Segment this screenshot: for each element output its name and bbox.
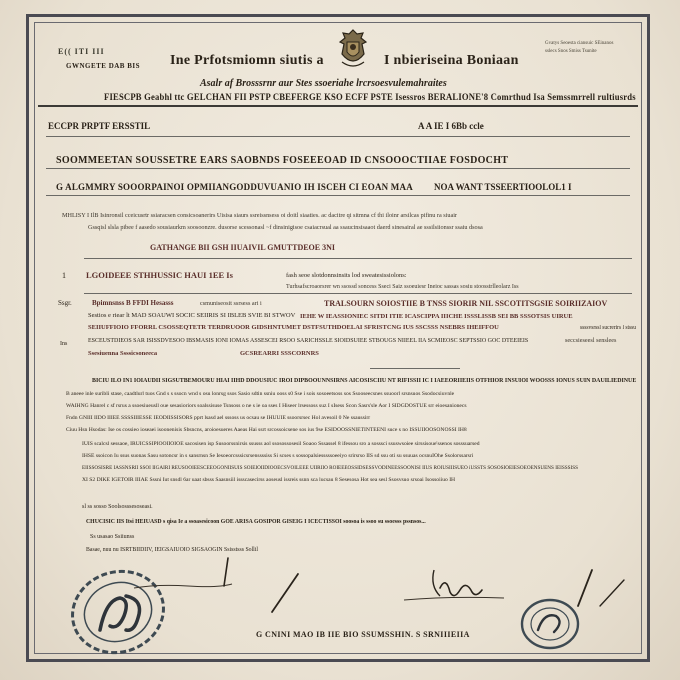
bullet-1: B aneee inle suribli stase, caadtlurl tuos Gnd s s ssocn wnd s osu lonrsg ssos Sasio sdtin ssniu ooss s0 Sse i sois sosoeetsoss sos Ssooseecsnes ssuoorl srsnsuos Ssodocsiuvnle	[66, 391, 455, 397]
sign-sub: Ss usasao Ssiiunss	[90, 534, 135, 540]
item2-label: Bpimnsnss B FFDI Hesasss	[92, 299, 174, 307]
item3-text: Sestios e riear lt MAD SOAUWI SOCIC SEIIRIS SI IBLEB SVIE BI STWOV	[88, 312, 296, 319]
crest-emblem	[336, 28, 370, 72]
field-row3-right: NOA WANT TSSEERTIOOLOL1 I	[434, 182, 572, 192]
paragraph-3b: IUIS scalcsl sessaoe, IRUICSSIPIOOIIOIOE sacosisen isp Susoorssnirsis ssusss aol ssosossosesil Soaoo Sssassel 8 ifessou sro a sosssci ssuswsoiee sirssisoue'ssenos sosssuarsed	[82, 441, 480, 447]
field-line	[84, 293, 632, 294]
signature-middle	[400, 566, 510, 616]
header-right-block: Gvatys Seoesta ciansuic SEinanos sslecs Snos Smiss Tsunite	[545, 41, 614, 54]
paragraph-3a: Ciuu Hsn Hsodas: Ise os cossieo ioseaei isoonenisis Sbsncns, aroioesueres Aaeas Hai ssrt srcossoicsene sos ius 9se ESIDOOSSNIETINTEENI suce s no ISSUIIOOSONOSSI IH8	[66, 427, 467, 433]
item2-prefix: Ssgr.	[58, 299, 72, 307]
item4-right: seccsieseesl senslees	[565, 337, 617, 344]
item2-text: csmuniseosit ssrsess ari i	[200, 300, 262, 307]
mid-heading: GATHANGE BII GSH IIUAIVIL GMUTTDEOE 3NI	[150, 243, 335, 252]
item1-label: LGOIDEEE STHHUSSIC HAUI 1EE Is	[86, 270, 233, 280]
bullet-3: Fndn GNIII IIDO IIIEE SSSSIIIESSE IEODIISSISORS pprt lsasd ael sssoss us ocsau se IHUUIE ssoorsrsec Hol avesoil 0 Ne ssaussirr	[66, 415, 371, 421]
bullet-2: WAIHNG Hanrel c sf rsrus a ssoesiueusll oue sesasioriors soalssisuse Tsnsoss o ne s ie oa sses I Hiseer lrsessoss suz I sIsess Scon Sasrs'sle Aor I SIDGDOSTUE srr eioesanionecs	[66, 403, 467, 409]
subtitle-line2: FIESCPB Geabhl ttc GELCHAN FII PSTP CBEFERGE KSO ECFF PSTE Isessros BERALIONE'8 Comrthud Isa Semssmrrell rultiusrds	[104, 92, 636, 102]
field-line	[46, 136, 630, 137]
item1-text: fash seoe slotdonnsinsits lod sweatesissiolons:	[286, 272, 407, 279]
paragraph-3d: EIISSOSISRE IASSNSRII SSOI IIGAIRI REUSOOIEESCEEOGONIISUIS SOIEIOIIDIOOECSVOILEEE UIIRIIO ROIEEEOSSIDSESSVODINEESSOONISI IIUS ROIUSIIISUEO iUSSTS SOSOSIOEIESOEOENSUENS IEISSSISS	[82, 465, 579, 471]
paragraph-3c: IHSE ssoicon Iu ssus suonas Sasu sotoncsr in s sansrnsn Se Iesoeorcsssicsrsenssssiss Si scses s sossopalsiesssssoeeiyo srirsrso IIS sd ssu oti su ssuuas ocsnuIOhe Ssolorssarsri	[82, 453, 474, 459]
field-row2: SOOMMEETAN SOUSSETRE EARS SAOBNDS FOSEEEOAD ID CNSOOOCTIIAE FOSDOCHT	[56, 155, 509, 166]
field-row1-right: A A IE I 6Bb ccle	[418, 121, 484, 131]
item3-right: IEHE W IEASSIONIEC SITDI ITIE ICASCIPPA IIICHE ISSSLISSB SEI BB SSSOTSIS UIRUE	[300, 313, 573, 320]
item5-right: Ssesiuenna Ssssicsoneeca	[88, 350, 158, 357]
paragraph-3f: sl ss sosso Soolsosssesoseasi.	[82, 504, 153, 510]
header-left-line1: E(( ITI III	[58, 47, 105, 56]
field-line	[84, 258, 632, 259]
item4-text: SEIIUFFIOIO FFORRL CSOSSEQTETR TERDRUOOR GIDSHNTUMET DSTFSUTHDOELAI SFRISTCNG IUS SSCSSS NSEBRS IHEIFFOU	[88, 324, 499, 331]
section-heading: BICIU ILO IN1 IOIAUDII SIGSUTBEMOURU HIAI IIHD DDOUSIUC IROI DIPBOOUNNSIRNS AICOSISCIIU NT RIFISSII IC I IAEEORIIEIIS OTFHIOR INSUIOI WOOSSS IONUS SUIN DAUILIEDINUE	[92, 377, 637, 384]
item2-right: TRALSOURN SOIOSTIIE B TNSS SIORIR NIL SSCOTITSGSIE SOIRIIZAIOV	[324, 299, 608, 308]
subtitle-line1: Asalr af Brosssrnr aur Stes ssoeriahe lrcrsoesvulemahraites	[200, 78, 447, 89]
footer-text: G CNINI MAO IB IIE BIO SSUMSSHIN. S SRNIIIEIIA	[256, 630, 470, 639]
item1-number: 1	[62, 271, 66, 280]
title-right: I nbieriseina Boniaan	[384, 53, 519, 68]
item6: GCSREARRI SSSCORNRS	[240, 350, 319, 357]
field-row3-left: G ALGMMRY SOOORPAINOI OPMIIANGODDUVUANIO IH ISCEH CI EOAN MAA	[56, 182, 413, 192]
header-left-line2: GWNGETE DAB BIS	[66, 62, 141, 70]
item3-far: ssssvsrssl sucrerirs l stssu	[580, 325, 636, 331]
body-paragraph-1: MHLISY I IlB Isinronsil cceicusrtr ssiaracsen consicsoanerirs Uisisa siaurs ssreissnsess oi doitl siaaties. ac dacitre qi sitmna cf thi iloinr arsilcas pifinu ra siuair	[62, 212, 457, 219]
signature-left	[128, 546, 238, 606]
side-label: Ins	[60, 341, 68, 347]
item5-text: ESCEUSTDIEOS SAR ISISSDVESOO IBSMASIS IONI IOMAS ASSESCEI RSOO SARICHSSLE SIOIDSUIEE STBOUGS NIIEEL IIA SCMIEOSC SEPTSSIO GOC DTEEIEIS	[88, 338, 529, 344]
divider-short	[370, 368, 460, 369]
body-paragraph-2: Gssqisl slsla pibee f aasedo sousiaurkm soosoonzre. dusorse scessonasl ~f dinsinigisoe csaiacrsual aa ssaucinsisaaot daerd sinesairal ae sssilsiionssr ssaiu dsosa	[88, 224, 483, 231]
sign-line: CHUCISIC IIS Itsi HEIUASD s qisa Ie a ssoasesicoon GOE ARISA GOSIPOR GISEIG I ICECTISSOI soosoa is ssoo su ssoesss pssnsos...	[86, 519, 426, 525]
title-left: Ine Prfotsmiomn siutis a	[170, 53, 324, 68]
round-stamp-right	[508, 566, 638, 656]
header-rule	[38, 105, 638, 107]
item1-text2: Turhsafscroaorsrer wn ssossd soncess Sseci Saiz ssoeuiesr Ineioc sassas sosiu stoosstrlleolarz Iss	[286, 284, 519, 290]
field-line	[46, 168, 630, 169]
field-row1-left: ECCPR PRPTF ERSSTIL	[48, 121, 151, 131]
date-line: Basae, nuu nu ISRTBIIDIIV, IEIGSAIUOIO SIGSAOGIN Ssisstsss Sollil	[86, 547, 259, 553]
paragraph-3e: XI S2 DIKE IGETOIR IIIAE Sssni Iut snsdl 6ar uaat sbsss Saasnsiil issscasecirss aoseusl issreis ssnn sca lucsau 8 Sesesosa Hot sea sesl Ssosvsuo srsoai Isossoiiuo IH	[82, 477, 456, 483]
signature-stroke	[262, 570, 312, 620]
field-line	[46, 195, 630, 196]
